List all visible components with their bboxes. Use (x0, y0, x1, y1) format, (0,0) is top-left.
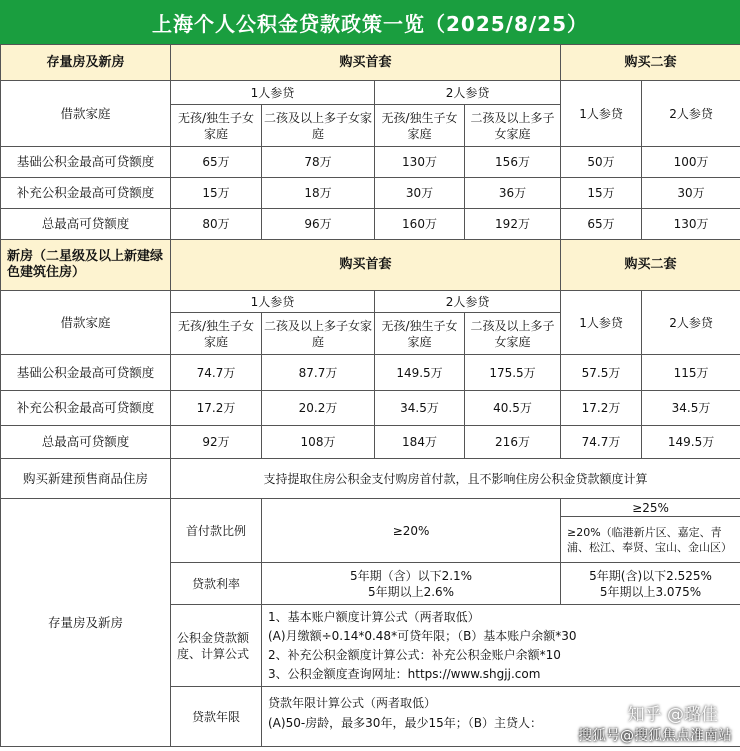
sec1-sub-b-1: 二孩及以上多子女家庭 (262, 105, 375, 147)
formula-line-3: 2、补充公积金额度计算公式：补充公积金账户余额*10 (268, 647, 561, 662)
policy-table (0, 44, 740, 747)
sec2-sub-a-1: 无孩/独生子女家庭 (171, 313, 262, 355)
table-cell: 15万 (561, 178, 642, 209)
sec3-label: 存量房及新房 (1, 499, 171, 747)
formula-line-2: (A)月缴额÷0.14*0.48*可贷年限；（B）基本账户余额*30 (268, 628, 577, 643)
zhihu-watermark: 知乎 @璐佳 (627, 705, 718, 725)
sec1-family-label: 借款家庭 (1, 81, 171, 147)
table-cell: 20.2万 (262, 391, 375, 426)
sec1-second-two-person: 2人参贷 (642, 81, 740, 147)
sec2-type-header: 新房（二星级及以上新建绿色建筑住房） (1, 240, 171, 291)
table-cell: 18万 (262, 178, 375, 209)
sec2-second-one-person: 1人参贷 (561, 291, 642, 355)
table-cell: 96万 (262, 209, 375, 240)
formula-text (262, 605, 740, 687)
down-payment-first: ≥20% (262, 499, 561, 563)
table-cell: 130万 (375, 147, 465, 178)
term-line-1: 贷款年限计算公式（两者取低） (268, 696, 437, 710)
sec1-first-home-header: 购买首套 (171, 45, 561, 81)
sec2-sub-b-2: 二孩及以上多子女家庭 (465, 313, 561, 355)
table-row (1, 391, 740, 426)
table-row (1, 178, 740, 209)
sec1-second-home-header: 购买二套 (561, 45, 740, 81)
down-payment-label: 首付款比例 (171, 499, 262, 563)
sec2-sub-b-1: 二孩及以上多子女家庭 (262, 313, 375, 355)
table-cell: 78万 (262, 147, 375, 178)
table-cell: 160万 (375, 209, 465, 240)
rate-second-line-1: 5年期(含)以下2.525% (589, 568, 712, 583)
sec1-sub-a-2: 无孩/独生子女家庭 (375, 105, 465, 147)
table-cell: 34.5万 (642, 391, 740, 426)
sec1-second-one-person: 1人参贷 (561, 81, 642, 147)
sec2-one-person: 1人参贷 (171, 291, 375, 313)
table-cell: 87.7万 (262, 355, 375, 391)
table-cell: 192万 (465, 209, 561, 240)
term-line-2: (A)50-房龄，最多30年，最少15年；（B）主贷人： (268, 716, 542, 730)
table-row (1, 209, 740, 240)
table-row (1, 426, 740, 459)
table-cell: 65万 (561, 209, 642, 240)
table-cell: 92万 (171, 426, 262, 459)
presale-text: 支持提取住房公积金支付购房首付款，且不影响住房公积金贷款额度计算 (171, 459, 740, 499)
page-title: 上海个人公积金贷款政策一览（2025/8/25） (0, 0, 740, 44)
table-row (1, 355, 740, 391)
table-cell: 216万 (465, 426, 561, 459)
table-cell: 130万 (642, 209, 740, 240)
sohu-watermark: 搜狐号@搜狐焦点淮南站 (578, 728, 732, 744)
rate-label: 贷款利率 (171, 563, 262, 605)
row-label: 总最高可贷额度 (1, 426, 171, 459)
table-cell: 74.7万 (171, 355, 262, 391)
sec1-two-person: 2人参贷 (375, 81, 561, 105)
sec1-one-person: 1人参贷 (171, 81, 375, 105)
formula-label: 公积金贷款额度、计算公式 (171, 605, 262, 687)
rate-second (561, 563, 740, 605)
term-text (262, 687, 740, 747)
down-payment-second-a: ≥25% (561, 499, 740, 517)
table-cell: 30万 (375, 178, 465, 209)
down-payment-second-b: ≥20%（临港新片区、嘉定、青浦、松江、奉贤、宝山、金山区） (561, 517, 740, 563)
table-cell: 30万 (642, 178, 740, 209)
table-cell: 149.5万 (642, 426, 740, 459)
row-label: 补充公积金最高可贷额度 (1, 178, 171, 209)
table-cell: 34.5万 (375, 391, 465, 426)
term-label: 贷款年限 (171, 687, 262, 747)
table-cell: 17.2万 (561, 391, 642, 426)
sec2-second-two-person: 2人参贷 (642, 291, 740, 355)
rate-second-line-2: 5年期以上3.075% (599, 584, 702, 599)
rate-first-line-1: 5年期（含）以下2.1% (349, 568, 473, 583)
table-cell: 100万 (642, 147, 740, 178)
sec2-second-home-header: 购买二套 (561, 240, 740, 291)
table-cell: 115万 (642, 355, 740, 391)
table-cell: 184万 (375, 426, 465, 459)
sec1-type-header: 存量房及新房 (1, 45, 171, 81)
sec2-first-home-header: 购买首套 (171, 240, 561, 291)
sec1-sub-a-1: 无孩/独生子女家庭 (171, 105, 262, 147)
row-label: 补充公积金最高可贷额度 (1, 391, 171, 426)
table-cell: 57.5万 (561, 355, 642, 391)
table-cell: 74.7万 (561, 426, 642, 459)
formula-line-1: 1、基本账户额度计算公式（两者取低） (268, 609, 480, 624)
table-cell: 80万 (171, 209, 262, 240)
row-label: 基础公积金最高可贷额度 (1, 355, 171, 391)
sec1-sub-b-2: 二孩及以上多子女家庭 (465, 105, 561, 147)
sec2-two-person: 2人参贷 (375, 291, 561, 313)
table-cell: 156万 (465, 147, 561, 178)
rate-first-line-2: 5年期以上2.6% (367, 584, 455, 599)
table-cell: 108万 (262, 426, 375, 459)
rate-first (262, 563, 561, 605)
table-cell: 40.5万 (465, 391, 561, 426)
table-cell: 149.5万 (375, 355, 465, 391)
table-cell: 17.2万 (171, 391, 262, 426)
table-cell: 36万 (465, 178, 561, 209)
sec2-sub-a-2: 无孩/独生子女家庭 (375, 313, 465, 355)
formula-line-4: 3、公积金额度查询网址：https://www.shgjj.com (268, 666, 541, 681)
table-cell: 175.5万 (465, 355, 561, 391)
table-cell: 65万 (171, 147, 262, 178)
table-row (1, 147, 740, 178)
row-label: 基础公积金最高可贷额度 (1, 147, 171, 178)
sec2-family-label: 借款家庭 (1, 291, 171, 355)
presale-label: 购买新建预售商品住房 (1, 459, 171, 499)
table-cell: 50万 (561, 147, 642, 178)
table-cell: 15万 (171, 178, 262, 209)
row-label: 总最高可贷额度 (1, 209, 171, 240)
